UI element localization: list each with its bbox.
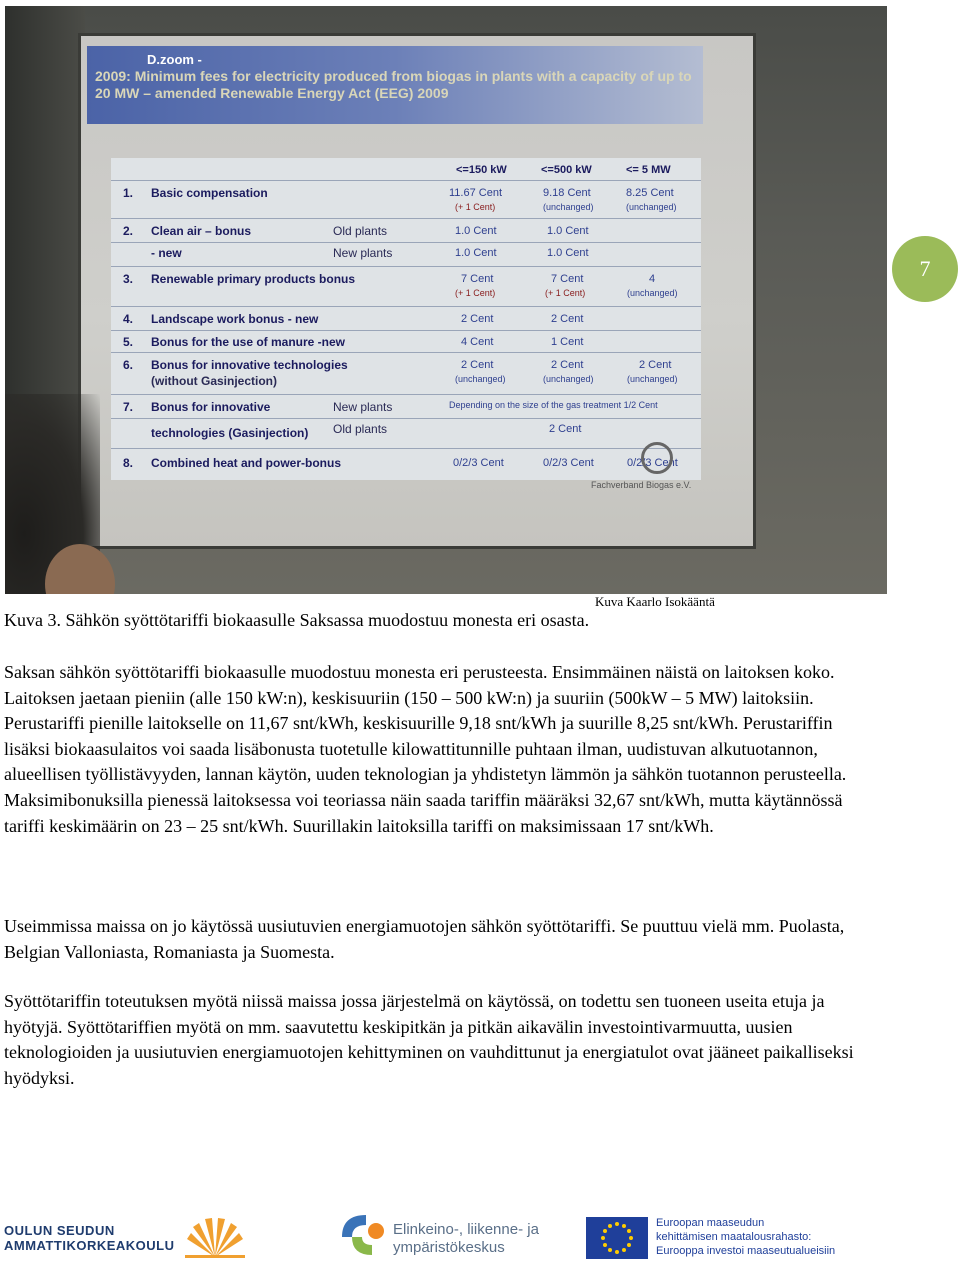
cell-value: 1.0 Cent [455,247,497,259]
cell-value: 7 Cent [551,273,584,285]
eu-line1: Euroopan maaseudun [656,1217,765,1229]
row-sublabel: Old plants [333,422,388,436]
row-label: Bonus for innovative technologies [151,358,348,372]
oamk-logo [4,1223,175,1253]
cell-value: 11.67 Cent [449,187,503,199]
cell-note: (unchanged) [455,374,506,384]
column-header: <=500 kW [541,164,592,176]
cell-value: 1.0 Cent [547,225,589,237]
projection-screen [81,36,753,546]
row-label: Combined heat and power-bonus [151,456,342,470]
row-number: 6. [123,358,134,372]
table-row [111,218,701,243]
table-row [111,180,701,219]
cell-value: 1.0 Cent [455,225,497,237]
row-label: Basic compensation [151,186,268,200]
page-number-badge: 7 [892,236,958,302]
table-row [111,448,701,479]
row-number: 8. [123,456,134,470]
slide-title: 2009: Minimum fees for electricity produced from biogas in plants with a capacity of up to 20 MW – amended Renewable Energy Act (EEG) 2009 [95,68,692,101]
table-row [111,394,701,419]
row-number: 1. [123,186,134,200]
row-number: 3. [123,272,134,286]
footer-logos [0,1195,960,1265]
ely-logo-icon [332,1207,388,1263]
table-row [111,242,701,267]
table-row [111,306,701,331]
slide-title-bar [87,46,703,124]
cell-note: (+ 1 Cent) [455,288,496,298]
row-number: 5. [123,335,134,349]
table-row [111,352,701,395]
cell-value: 7 Cent [461,273,494,285]
oamk-line1: OULUN SEUDUN [4,1223,115,1238]
cell-note: (unchanged) [627,288,678,298]
cell-value: 9.18 Cent [543,187,591,199]
row-sublabel: Old plants [333,224,388,238]
column-header: <=150 kW [456,164,507,176]
cell-value: 1.0 Cent [547,247,589,259]
cell-value: 2 Cent [551,313,584,325]
slide-photo [5,6,887,594]
row-number: 2. [123,224,134,238]
cell-note: (+ 1 Cent) [455,202,496,212]
cell-note: (unchanged) [543,374,594,384]
cell-value: 4 Cent [461,336,494,348]
column-header: <= 5 MW [626,164,671,176]
row-number: 4. [123,312,134,326]
cell-value: 2 Cent [461,359,494,371]
cell-note: (unchanged) [543,202,594,212]
row-label: technologies (Gasinjection) [151,426,309,440]
cell-note: (unchanged) [626,202,677,212]
cell-value: 0/2/3 Cent [627,457,678,469]
row-sublabel: New plants [333,246,393,260]
row-number: 7. [123,400,134,414]
oamk-line2: AMMATTIKORKEAKOULU [4,1238,175,1253]
row-label: Bonus for the use of manure -new [151,335,346,349]
cell-value: 4 [649,273,656,285]
row-label: Clean air – bonus [151,224,252,238]
eu-flag-icon [586,1217,648,1259]
ely-logo-text [393,1221,539,1257]
row-label: Renewable primary products bonus [151,272,356,286]
body-paragraph: Saksan sähkön syöttötariffi biokaasulle muodostuu monesta eri perusteesta. Ensimmäinen näistä on laitoksen koko. Laitoksen jaetaan pieniin (alle 150 kW:n), keskisuuriin (150 – 500 kW:n) ja suuriin (500kW – 5 MW) laitoksiin. Perustariffi pienille laitokselle on 11,67 snt/kWh, keskisuurille 9,18 snt/kWh ja suurille 8,25 snt/kWh. Perustariffin lisäksi biokaasulaitos voi saada lisäbonusta tuotetulle kilowattitunnille puhtaan ilman, uudistuvan alkutuotannon, alueellisen työllistävyyden, lannan käytön, uuden teknologian ja yhdistetyn lämmön ja sähkön tuotannon perusteella. Maksimibonuksilla pienessä laitoksessa voi teoriassa näin saada tariffin määräksi 32,67 snt/kWh, mutta käytännössä tariffi keskimäärin on 23 – 25 snt/kWh. Suurillakin laitoksilla tariffi on maksimissaan 17 snt/kWh. [4,662,847,836]
sun-fan-icon [183,1217,247,1259]
biogas-logo-icon [641,442,673,474]
table-row [111,418,701,449]
slide-source: Fachverband Biogas e.V. [591,480,692,490]
figure-caption: Kuva 3. Sähkön syöttötariffi biokaasulle Saksassa muodostuu monesta eri osasta. [4,610,590,630]
eu-logo-text [656,1216,835,1258]
row-sublabel: New plants [333,400,393,414]
cell-value: 2 Cent [639,359,672,371]
body-paragraph: Useimmissa maissa on jo käytössä uusiutuvien energiamuotojen sähkön syöttötariffi. Se puuttuu vielä mm. Puolasta, Belgian Valloniasta, Romaniasta ja Suomesta. [4,916,845,962]
cell-value: 2 Cent [551,359,584,371]
cell-value: 8.25 Cent [626,187,674,199]
ely-line1: Elinkeino-, liikenne- ja [393,1221,539,1238]
table-row [111,266,701,307]
cell-value: 1 Cent [551,336,584,348]
photo-credit: Kuva Kaarlo Isokääntä [595,594,715,609]
cell-value: 2 Cent [549,423,582,435]
table-row [111,330,701,353]
row-label: Landscape work bonus - new [151,312,319,326]
ely-line2: ympäristökeskus [393,1239,505,1256]
cell-value: 0/2/3 Cent [543,457,594,469]
body-paragraph: Syöttötariffin toteutuksen myötä niissä maissa jossa järjestelmä on käytössä, on todettu sen tuoneen useita etuja ja hyötyjä. Syöttötariffien myötä on mm. saavutettu keskipitkän ja pitkän aikavälin investointivarmuutta, uusien teknologioiden ja uusiutuvien energiamuotojen kehittyminen on vauhdittunut ja energiatulot ovat jääneet paikalliseksi hyödyksi. [4,991,854,1088]
row-label: - new [151,246,182,260]
row-label: Bonus for innovative [151,400,271,414]
cell-value: Depending on the size of the gas treatment 1/2 Cent [449,400,658,410]
cell-note: (unchanged) [627,374,678,384]
cell-value: 2 Cent [461,313,494,325]
eu-line3: Eurooppa investoi maaseutualueisiin [656,1245,836,1257]
cell-value: 0/2/3 Cent [453,457,504,469]
dzoom-label: D.zoom - [147,52,202,67]
eu-line2: kehittämisen maatalousrahasto: [656,1231,812,1243]
cell-note: (+ 1 Cent) [545,288,586,298]
row-sublabel: (without Gasinjection) [151,374,277,388]
tariff-table [111,158,701,480]
